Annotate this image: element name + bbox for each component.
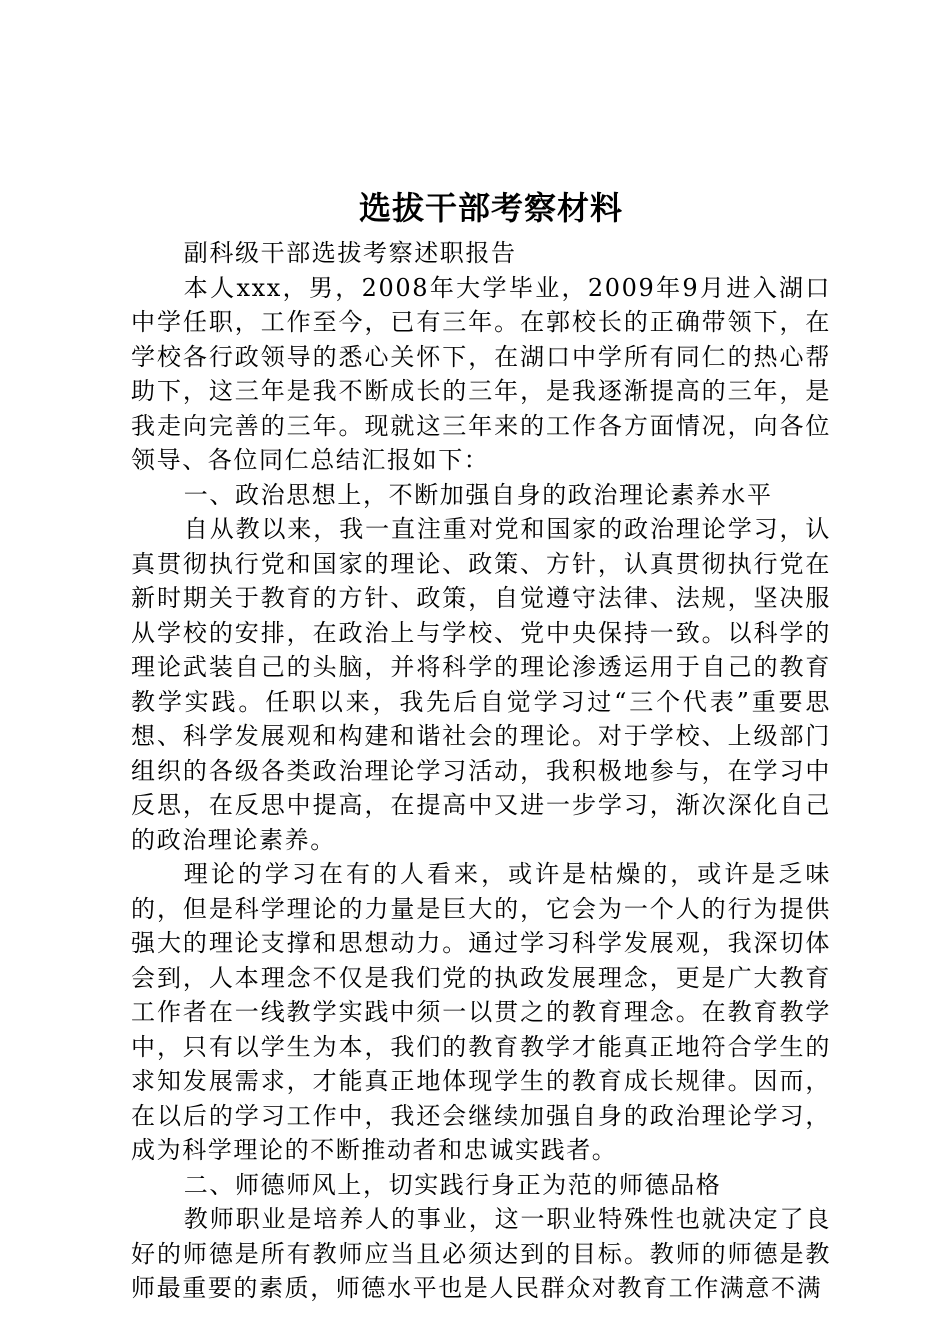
intro-paragraph: 本人xxx，男，2008年大学毕业，2009年9月进入湖口中学任职，工作至今，已有三年。在郭校长的正确带领下，在学校各行政领导的悉心关怀下，在湖口中学所有同仁的热心帮助下，这三年是我不断成长的三年，是我逐渐提高的三年，是我走向完善的三年。现就这三年来的工作各方面情况，向各位领导、各位同仁总结汇报如下：: [131, 273, 831, 474]
politics-paragraph-1: 自从教以来，我一直注重对党和国家的政治理论学习，认真贯彻执行党和国家的理论、政策、方针，认真贯彻执行党在新时期关于教育的方针、政策，自觉遵守法律、法规，坚决服从学校的安排，在政治上与学校、党中央保持一致。以科学的理论武装自己的头脑，并将科学的理论渗透运用于自己的教育教学实践。任职以来，我先后自觉学习过“三个代表”重要思想、科学发展观和构建和谐社会的理论。对于学校、上级部门组织的各级各类政治理论学习活动，我积极地参与，在学习中反思，在反思中提高，在提高中又进一步学习，渐次深化自己的政治理论素养。: [131, 515, 831, 854]
section-heading-politics: 一、政治思想上，不断加强自身的政治理论素养水平: [183, 480, 773, 509]
section-heading-ethics: 二、师德师风上，切实践行身正为范的师德品格: [183, 1170, 722, 1199]
report-subtitle: 副科级干部选拔考察述职报告: [183, 239, 517, 267]
politics-paragraph-2: 理论的学习在有的人看来，或许是枯燥的，或许是乏味的，但是科学理论的力量是巨大的，它会为一个人的行为提供强大的理论支撑和思想动力。通过学习科学发展观，我深切体会到，人本理念不仅是我们党的执政发展理念，更是广大教育工作者在一线教学实践中须一以贯之的教育理念。在教育教学中，只有以学生为本，我们的教育教学才能真正地符合学生的求知发展需求，才能真正地体现学生的教育成长规律。因而，在以后的学习工作中，我还会继续加强自身的政治理论学习，成为科学理论的不断推动者和忠诚实践者。: [131, 860, 831, 1164]
ethics-paragraph-1: 教师职业是培养人的事业，这一职业特殊性也就决定了良好的师德是所有教师应当且必须达到的目标。教师的师德是教师最重要的素质，师德水平也是人民群众对教育工作满意不满: [131, 1205, 831, 1302]
document-body: [131, 236, 831, 1306]
document-title: 选拔干部考察材料: [358, 189, 623, 227]
document-page: [131, 186, 831, 1306]
